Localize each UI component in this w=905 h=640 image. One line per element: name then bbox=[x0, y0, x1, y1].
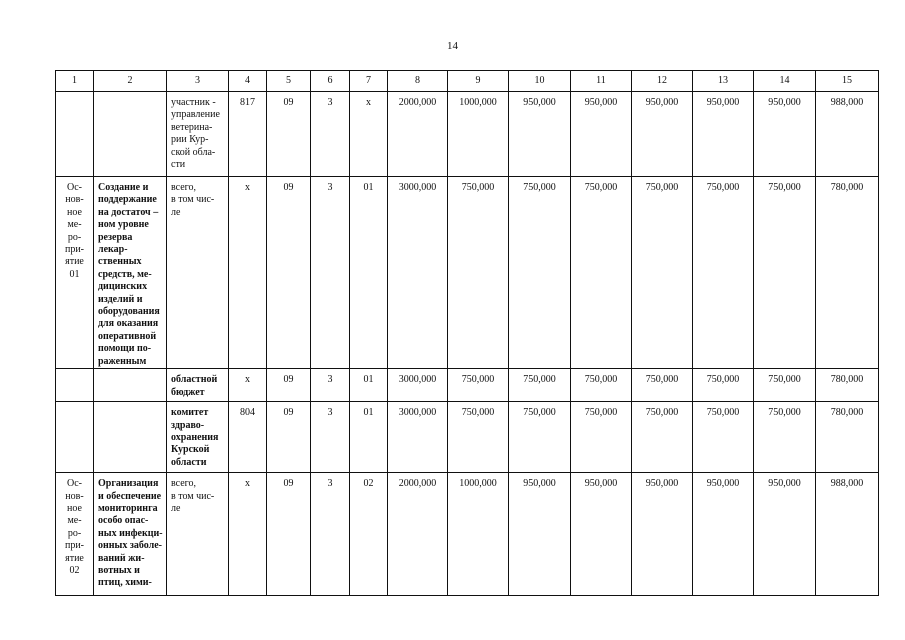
event-description-cell bbox=[94, 402, 167, 473]
executor-cell: всего, в том чис- ле bbox=[167, 473, 229, 596]
header-cell: 6 bbox=[311, 71, 350, 92]
amount-cell: 950,000 bbox=[754, 92, 816, 177]
amount-cell: 750,000 bbox=[754, 402, 816, 473]
header-cell: 1 bbox=[56, 71, 94, 92]
amount-cell: 750,000 bbox=[693, 369, 754, 402]
amount-cell: 950,000 bbox=[693, 473, 754, 596]
table-header-row bbox=[56, 71, 879, 92]
amount-cell: 750,000 bbox=[509, 369, 571, 402]
amount-cell: 780,000 bbox=[816, 402, 879, 473]
amount-cell: 3000,000 bbox=[388, 402, 448, 473]
amount-cell: 750,000 bbox=[571, 369, 632, 402]
amount-cell: 2000,000 bbox=[388, 92, 448, 177]
amount-cell: 988,000 bbox=[816, 473, 879, 596]
table-cell: 01 bbox=[350, 369, 388, 402]
amount-cell: 750,000 bbox=[693, 177, 754, 369]
event-name-cell bbox=[56, 369, 94, 402]
amount-cell: 750,000 bbox=[448, 402, 509, 473]
header-cell: 14 bbox=[754, 71, 816, 92]
header-cell: 3 bbox=[167, 71, 229, 92]
table-cell: 3 bbox=[311, 402, 350, 473]
amount-cell: 950,000 bbox=[632, 92, 693, 177]
amount-cell: 2000,000 bbox=[388, 473, 448, 596]
table-cell: 09 bbox=[267, 369, 311, 402]
event-name-cell: Ос- нов- ное ме- ро- при- ятие 02 bbox=[56, 473, 94, 596]
amount-cell: 750,000 bbox=[448, 369, 509, 402]
event-name-cell bbox=[56, 92, 94, 177]
amount-cell: 750,000 bbox=[509, 402, 571, 473]
table-cell: 3 bbox=[311, 92, 350, 177]
amount-cell: 3000,000 bbox=[388, 177, 448, 369]
header-cell: 5 bbox=[267, 71, 311, 92]
executor-cell: комитет здраво- охранения Курской области bbox=[167, 402, 229, 473]
amount-cell: 950,000 bbox=[632, 473, 693, 596]
table-cell: х bbox=[229, 369, 267, 402]
event-name-cell: Ос- нов- ное ме- ро- при- ятие 01 bbox=[56, 177, 94, 369]
table-cell: 09 bbox=[267, 402, 311, 473]
table-cell: 01 bbox=[350, 402, 388, 473]
header-cell: 13 bbox=[693, 71, 754, 92]
header-cell: 2 bbox=[94, 71, 167, 92]
table-row bbox=[56, 402, 879, 473]
header-cell: 10 bbox=[509, 71, 571, 92]
event-description-cell: Создание и поддержание на достаточ – ном уровне резерва лекар- ственных средств, ме- дицинских изделий и оборудования для оказания оперативной помощи по- раженным bbox=[94, 177, 167, 369]
amount-cell: 988,000 bbox=[816, 92, 879, 177]
amount-cell: 950,000 bbox=[571, 473, 632, 596]
amount-cell: 750,000 bbox=[571, 177, 632, 369]
amount-cell: 750,000 bbox=[754, 177, 816, 369]
header-cell: 9 bbox=[448, 71, 509, 92]
table-row bbox=[56, 92, 879, 177]
table-cell: 3 bbox=[311, 473, 350, 596]
table-row bbox=[56, 177, 879, 369]
table-cell: х bbox=[229, 177, 267, 369]
amount-cell: 780,000 bbox=[816, 177, 879, 369]
amount-cell: 750,000 bbox=[632, 369, 693, 402]
header-cell: 4 bbox=[229, 71, 267, 92]
header-cell: 8 bbox=[388, 71, 448, 92]
executor-cell: участник - управление ветерина- рии Кур- ской обла- сти bbox=[167, 92, 229, 177]
table-cell: 01 bbox=[350, 177, 388, 369]
amount-cell: 750,000 bbox=[632, 177, 693, 369]
amount-cell: 750,000 bbox=[448, 177, 509, 369]
table-row bbox=[56, 473, 879, 596]
amount-cell: 950,000 bbox=[571, 92, 632, 177]
amount-cell: 950,000 bbox=[509, 473, 571, 596]
event-name-cell bbox=[56, 402, 94, 473]
amount-cell: 950,000 bbox=[693, 92, 754, 177]
amount-cell: 750,000 bbox=[632, 402, 693, 473]
amount-cell: 750,000 bbox=[754, 369, 816, 402]
table-cell: 3 bbox=[311, 177, 350, 369]
amount-cell: 750,000 bbox=[509, 177, 571, 369]
event-description-cell bbox=[94, 92, 167, 177]
header-cell: 15 bbox=[816, 71, 879, 92]
amount-cell: 780,000 bbox=[816, 369, 879, 402]
table-cell: 804 bbox=[229, 402, 267, 473]
amount-cell: 3000,000 bbox=[388, 369, 448, 402]
table-cell: 09 bbox=[267, 473, 311, 596]
table-cell: 3 bbox=[311, 369, 350, 402]
budget-table bbox=[55, 70, 879, 596]
page-number: 14 bbox=[447, 40, 458, 52]
executor-cell: всего, в том чис- ле bbox=[167, 177, 229, 369]
table-cell: х bbox=[229, 473, 267, 596]
executor-cell: областной бюджет bbox=[167, 369, 229, 402]
event-description-cell bbox=[94, 369, 167, 402]
amount-cell: 750,000 bbox=[693, 402, 754, 473]
amount-cell: 750,000 bbox=[571, 402, 632, 473]
event-description-cell: Организация и обеспечение мониторинга особо опас- ных инфекци- онных заболе- ваний жи- вотных и птиц, хими- bbox=[94, 473, 167, 596]
table-cell: 09 bbox=[267, 92, 311, 177]
amount-cell: 950,000 bbox=[754, 473, 816, 596]
header-cell: 12 bbox=[632, 71, 693, 92]
table-cell: 817 bbox=[229, 92, 267, 177]
amount-cell: 1000,000 bbox=[448, 92, 509, 177]
amount-cell: 1000,000 bbox=[448, 473, 509, 596]
amount-cell: 950,000 bbox=[509, 92, 571, 177]
header-cell: 7 bbox=[350, 71, 388, 92]
table-cell: х bbox=[350, 92, 388, 177]
header-cell: 11 bbox=[571, 71, 632, 92]
table-cell: 02 bbox=[350, 473, 388, 596]
table-cell: 09 bbox=[267, 177, 311, 369]
table-row bbox=[56, 369, 879, 402]
